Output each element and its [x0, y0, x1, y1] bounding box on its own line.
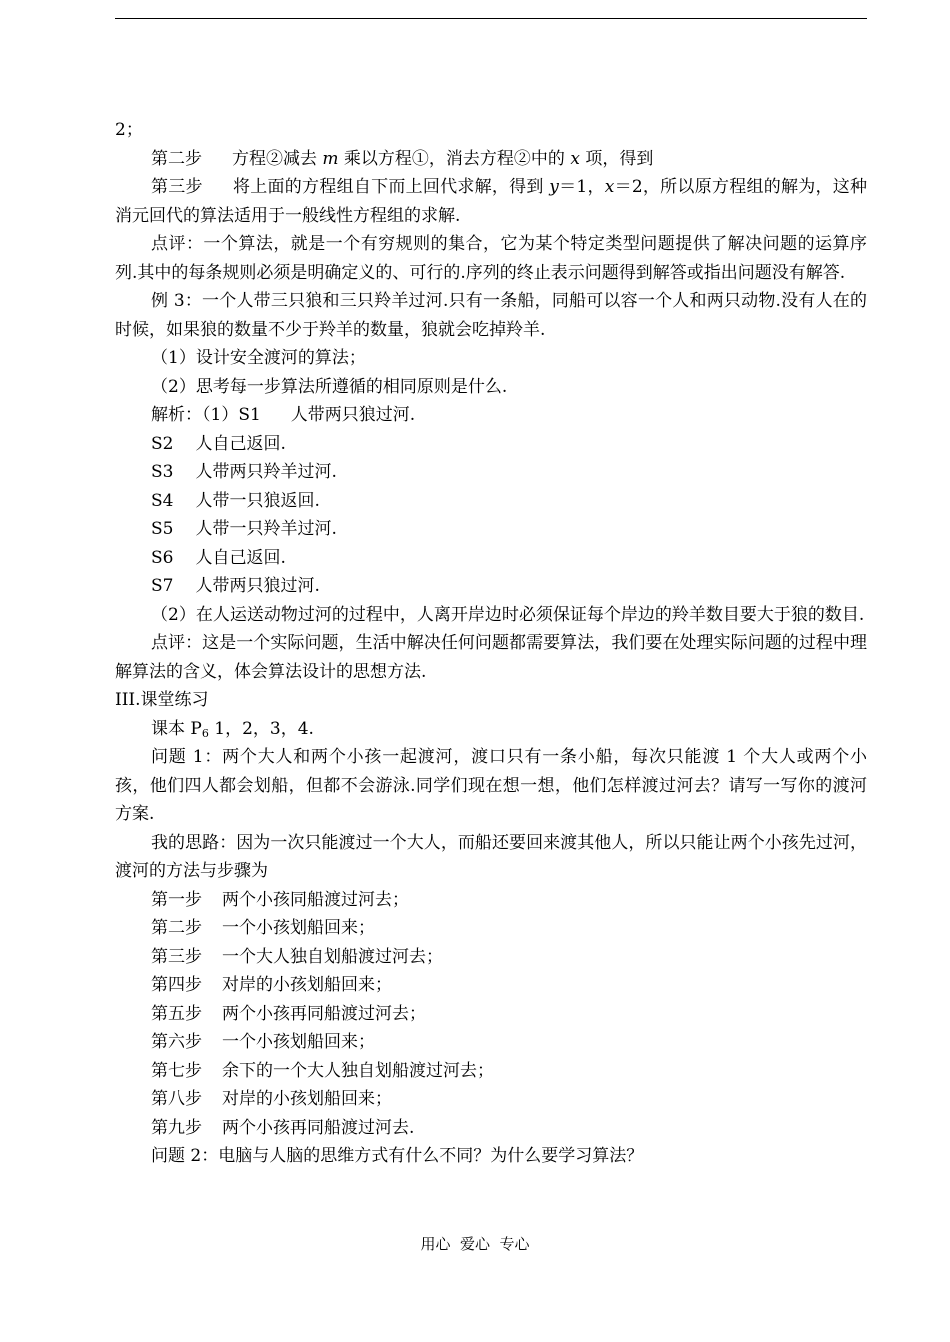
example-3: 例 3：一个人带三只狼和三只羚羊过河.只有一条船，同船可以容一个人和两只动物.没有人在的时候，如果狼的数量不少于羚羊的数量，狼就会吃掉羚羊. — [115, 291, 867, 340]
var-x: x — [570, 148, 580, 169]
step-2-text-a: 方程②减去 — [232, 148, 323, 169]
step-text: 一个小孩划船回来； — [222, 1032, 375, 1052]
step-text: 人带一只狼返回. — [195, 490, 320, 511]
list-item — [115, 886, 867, 915]
analysis-first-step: 人带两只狼过河. — [290, 405, 416, 425]
step-label: S5 — [151, 519, 174, 539]
step-label: 第四步 — [151, 975, 202, 995]
s-step-list — [115, 430, 867, 601]
step-text: 人带两只羚羊过河. — [195, 462, 337, 482]
step-label: S6 — [151, 547, 174, 568]
section-heading: III.课堂练习 — [115, 690, 209, 710]
document-body — [115, 116, 867, 1171]
step-label: S7 — [151, 576, 174, 596]
header-rule — [115, 18, 867, 19]
answer-2: （2）在人运送动物过河的过程中，人离开岸边时必须保证每个岸边的羚羊数目要大于狼的数目. — [151, 604, 865, 625]
question-1: （1）设计安全渡河的算法； — [151, 348, 366, 368]
step-2-paragraph — [115, 145, 867, 174]
var-x: x — [604, 177, 615, 197]
step-label: 第九步 — [151, 1117, 202, 1138]
step-3-text-c: ＝2，所以原方程组的解为，这种消元回代的算法适用于一般线性方程组的求解. — [115, 177, 867, 226]
problem-1: 问题 1：两个大人和两个小孩一起渡河，渡口只有一条小船，每次只能渡 1 个大人或两个小孩，他们四人都会划船，但都不会游泳.同学们现在想一想，他们怎样渡过河去？请写一写你的渡河方案. — [115, 747, 867, 824]
my-idea: 我的思路：因为一次只能渡过一个大人，而船还要回来渡其他人，所以只能让两个小孩先过河，渡河的方法与步骤为 — [115, 832, 867, 881]
step-text: 人自己返回. — [195, 433, 286, 454]
step-text: 一个小孩划船回来； — [222, 918, 375, 938]
var-y: y — [549, 177, 559, 197]
list-item — [115, 1000, 867, 1029]
list-item — [115, 971, 867, 1000]
var-m: m — [322, 148, 339, 169]
textbook-page: 6 — [201, 726, 209, 740]
list-item — [115, 544, 867, 573]
textbook-items: 1，2，3，4. — [208, 718, 314, 739]
step-label: 第八步 — [151, 1089, 202, 1109]
step-2-text-c: 项，得到 — [579, 148, 654, 169]
step-label: S4 — [151, 490, 174, 511]
list-item — [115, 943, 867, 972]
remark-1: 点评：一个算法，就是一个有穷规则的集合，它为某个特定类型问题提供了解决问题的运算序列.其中的每条规则必须是明确定义的、可行的.序列的终止表示问题得到解答或指出问题没有解答. — [115, 234, 867, 283]
step-label: 第五步 — [151, 1003, 202, 1024]
step-3-text-b: ＝1， — [558, 177, 605, 197]
remark-2: 点评：这是一个实际问题，生活中解决任何问题都需要算法，我们要在处理实际问题的过程中理解算法的含义，体会算法设计的思想方法. — [115, 633, 867, 682]
step-text: 两个小孩再同船渡过河去. — [222, 1117, 415, 1138]
list-item — [115, 515, 867, 544]
list-item — [115, 1057, 867, 1086]
step-label: S2 — [151, 433, 174, 454]
step-text: 一个大人独自划船渡过河去； — [222, 946, 443, 967]
list-item — [115, 914, 867, 943]
list-item — [115, 1085, 867, 1114]
line-start: 2； — [115, 120, 143, 140]
step-text: 人带一只羚羊过河. — [195, 519, 337, 539]
step-text: 两个小孩再同船渡过河去； — [222, 1003, 426, 1024]
step-3-text-a: 将上面的方程组自下而上回代求解，得到 — [232, 177, 550, 197]
step-text: 对岸的小孩划船回来； — [222, 975, 392, 995]
step-2-label: 第二步 — [151, 148, 202, 169]
ferry-step-list — [115, 886, 867, 1143]
textbook-prefix: 课本 P — [151, 718, 202, 739]
step-3-paragraph — [115, 173, 867, 230]
textbook-exercises — [115, 715, 867, 744]
step-text: 人带两只狼过河. — [195, 576, 320, 596]
list-item — [115, 1114, 867, 1143]
question-2: （2）思考每一步算法所遵循的相同原则是什么. — [151, 376, 508, 397]
list-item — [115, 430, 867, 459]
analysis-label: 解析：（1）S1 — [151, 405, 261, 425]
step-label: 第一步 — [151, 889, 202, 910]
step-label: 第七步 — [151, 1060, 202, 1081]
step-label: 第六步 — [151, 1032, 202, 1052]
list-item — [115, 1028, 867, 1057]
step-label: S3 — [151, 462, 174, 482]
step-text: 人自己返回. — [195, 547, 286, 568]
analysis-line — [115, 401, 867, 430]
step-label: 第二步 — [151, 918, 202, 938]
page-footer: 用心 爱心 专心 — [420, 1235, 530, 1253]
step-text: 余下的一个大人独自划船渡过河去； — [222, 1060, 494, 1081]
problem-2: 问题 2：电脑与人脑的思维方式有什么不同？为什么要学习算法？ — [151, 1146, 644, 1166]
list-item — [115, 458, 867, 487]
step-label: 第三步 — [151, 946, 202, 967]
step-3-label: 第三步 — [151, 177, 203, 197]
list-item — [115, 487, 867, 516]
step-text: 对岸的小孩划船回来； — [222, 1089, 392, 1109]
step-2-text-b: 乘以方程①，消去方程②中的 — [338, 148, 571, 169]
step-text: 两个小孩同船渡过河去； — [222, 889, 409, 910]
list-item — [115, 572, 867, 601]
